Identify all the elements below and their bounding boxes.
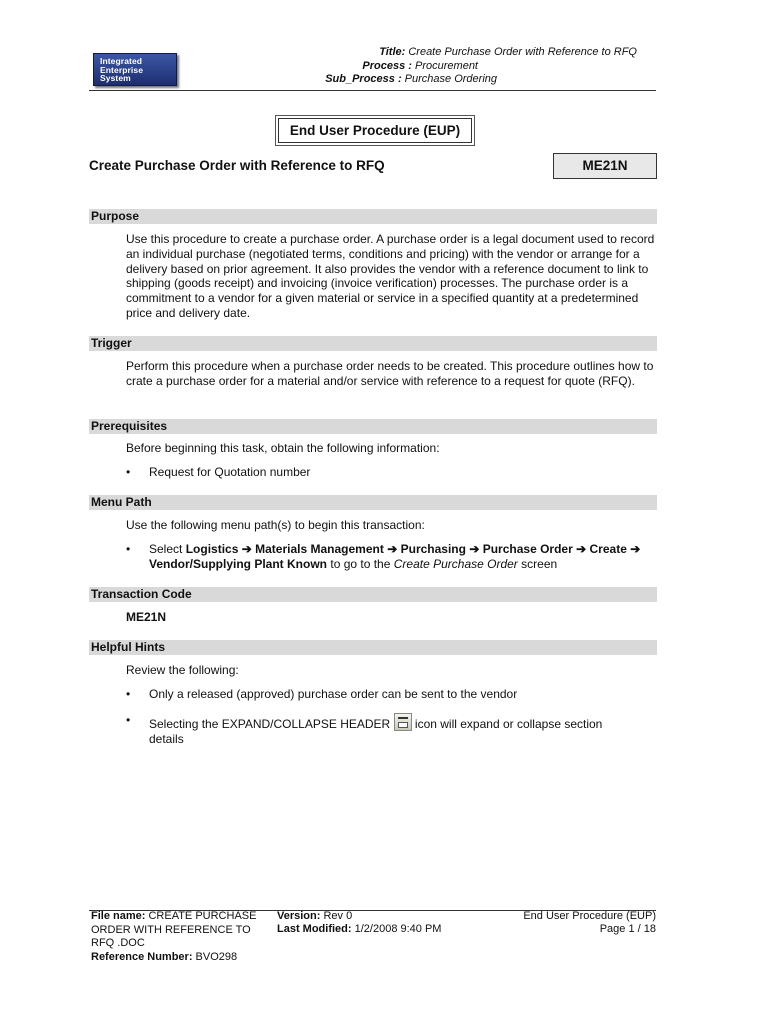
- menu-path-intro: Use the following menu path(s) to begin this transaction:: [126, 518, 425, 532]
- menu-step-materials-management: Materials Management: [255, 542, 384, 556]
- header-title-value: Create Purchase Order with Reference to RFQ: [408, 46, 637, 58]
- helpful-hints-intro: Review the following:: [126, 663, 239, 677]
- expand-collapse-header-icon: [394, 713, 412, 731]
- menu-path-steps: [149, 542, 649, 572]
- footer-page-number: Page 1 / 18: [599, 923, 656, 935]
- header-process: [362, 60, 478, 72]
- purpose-heading: Purpose: [89, 209, 657, 224]
- logo-line-3: System: [100, 73, 131, 84]
- menu-path-screen-suffix: screen: [521, 556, 558, 571]
- header-subprocess-label: Sub_Process :: [325, 73, 402, 85]
- footer-last-modified: [277, 923, 441, 937]
- document-title: Create Purchase Order with Reference to RFQ: [89, 158, 385, 173]
- prerequisites-intro: Before beginning this task, obtain the following information:: [126, 441, 440, 455]
- arrow-right-icon: ➔: [469, 542, 480, 556]
- hint-item-2-before: Selecting the EXPAND/COLLAPSE HEADER: [149, 717, 391, 731]
- bullet-icon: •: [126, 687, 131, 701]
- purpose-text: Use this procedure to create a purchase order. A purchase order is a legal document used to record an individual purchase (negotiated terms, conditions and pricing) with the vendor or arrange for a delivery based on prior agreement. It also provides the vendor with a reference document to link to shipping (goods receipt) and invoicing (invoice verification) processes. The purchase order is a commitment to a vendor for a given material or service in a specified quantity at a predetermined price and delivery date.: [126, 232, 655, 320]
- header-title-label: Title:: [379, 46, 406, 58]
- footer-version: [277, 910, 352, 924]
- menu-path-screen: Create Purchase Order: [393, 556, 518, 571]
- prerequisite-item: Request for Quotation number: [149, 465, 311, 479]
- tcode-box: ME21N: [553, 153, 657, 179]
- trigger-text: Perform this procedure when a purchase order needs to be created. This procedure outlines how to crate a purchase order for a material and/or service with reference to a request for quote (RFQ).: [126, 359, 654, 388]
- footer-file-value: CREATE PURCHASE ORDER WITH REFERENCE TO RFQ .DOC: [91, 910, 257, 950]
- header-subprocess: [325, 73, 497, 85]
- arrow-right-icon: ➔: [576, 542, 587, 556]
- footer-ref-value: BVO298: [195, 951, 238, 963]
- helpful-hints-heading: Helpful Hints: [89, 640, 657, 655]
- logo-line-1: Integrated: [100, 56, 143, 66]
- footer-doc-type: End User Procedure (EUP): [523, 910, 656, 922]
- menu-step-purchase-order: Purchase Order: [482, 542, 573, 556]
- menu-step-logistics: Logistics: [185, 542, 239, 556]
- footer-modified-label: Last Modified:: [277, 923, 352, 935]
- header-title: [379, 46, 637, 58]
- arrow-right-icon: ➔: [387, 542, 398, 556]
- eup-title-box: End User Procedure (EUP): [278, 118, 472, 143]
- transaction-code-heading: Transaction Code: [89, 587, 657, 602]
- menu-step-vendor-known: Vendor/Supplying Plant Known: [149, 556, 328, 571]
- menu-path-select: Select: [149, 542, 183, 556]
- footer-file-label: File name:: [91, 910, 146, 922]
- ies-logo: [93, 53, 177, 86]
- trigger-heading: Trigger: [89, 336, 657, 351]
- hint-item-2: [149, 713, 639, 747]
- bullet-icon: •: [126, 713, 131, 727]
- header-process-value: Procurement: [415, 60, 478, 72]
- hint-item-1: Only a released (approved) purchase order can be sent to the vendor: [149, 687, 518, 701]
- logo-line-2: Enterprise: [100, 64, 144, 75]
- menu-step-purchasing: Purchasing: [400, 542, 466, 556]
- arrow-right-icon: ➔: [630, 542, 641, 556]
- bullet-icon: •: [126, 542, 131, 556]
- footer-modified-value: 1/2/2008 9:40 PM: [354, 923, 442, 935]
- prerequisites-heading: Prerequisites: [89, 419, 657, 434]
- menu-step-create: Create: [589, 542, 627, 556]
- footer-file-name: [91, 910, 271, 951]
- footer-ref-label: Reference Number:: [91, 951, 193, 963]
- transaction-code-value: ME21N: [126, 610, 167, 624]
- footer-version-label: Version:: [277, 910, 321, 922]
- footer-version-value: Rev 0: [323, 910, 353, 922]
- header-process-label: Process :: [362, 60, 412, 72]
- bullet-icon: •: [126, 465, 131, 479]
- arrow-right-icon: ➔: [241, 542, 252, 556]
- menu-path-goto: to go to the: [330, 556, 391, 571]
- footer-reference: [91, 951, 237, 965]
- header-subprocess-value: Purchase Ordering: [404, 73, 497, 85]
- header-divider: [89, 90, 656, 91]
- menu-path-heading: Menu Path: [89, 495, 657, 510]
- hint-item-2-after: icon will expand or collapse section details: [149, 717, 603, 746]
